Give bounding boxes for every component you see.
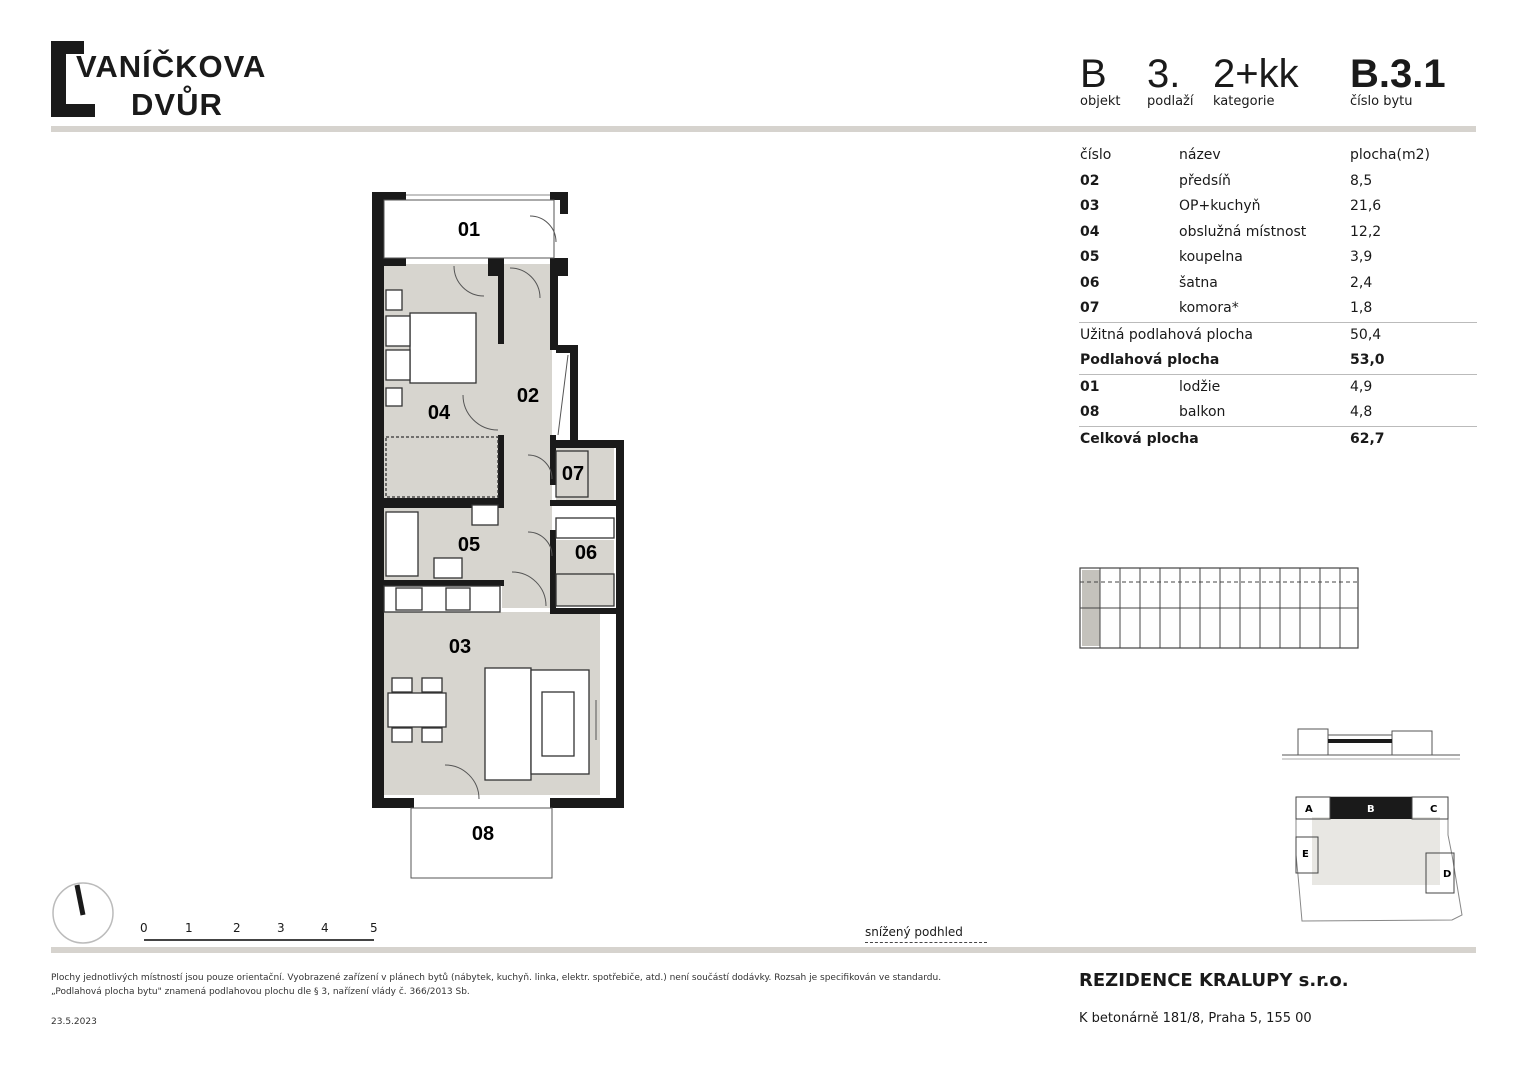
footer-note-2: „Podlahová plocha bytu" znamená podlahovou plochu dle § 3, nařízení vlády č. 366/2013 Sb. bbox=[51, 987, 470, 997]
total-area-row bbox=[1079, 426, 1477, 453]
row-name: lodžie bbox=[1179, 378, 1221, 395]
floor-plan bbox=[360, 185, 640, 885]
row-area: 2,4 bbox=[1350, 274, 1373, 291]
header-category-value: 2+kk bbox=[1213, 52, 1299, 96]
scale-label: 2 bbox=[233, 921, 241, 935]
room-label-06: 06 bbox=[574, 542, 598, 564]
footer-date: 23.5.2023 bbox=[51, 1017, 97, 1027]
room-label-03: 03 bbox=[448, 636, 472, 658]
logo-frame-bottom bbox=[51, 104, 95, 117]
site-label-e: E bbox=[1302, 849, 1309, 860]
room-label-04: 04 bbox=[427, 402, 451, 424]
row-number: 08 bbox=[1080, 404, 1100, 420]
table-header bbox=[1079, 143, 1477, 169]
row-area: 21,6 bbox=[1350, 198, 1382, 214]
usable-area: 50,4 bbox=[1350, 326, 1382, 343]
floor-label: Podlahová plocha bbox=[1080, 352, 1220, 368]
row-name: předsíň bbox=[1179, 172, 1231, 189]
table-row bbox=[1079, 271, 1477, 297]
total-area: 62,7 bbox=[1350, 430, 1385, 447]
table-row bbox=[1079, 296, 1477, 322]
header-floor bbox=[1147, 54, 1193, 109]
scale-label: 5 bbox=[370, 921, 378, 935]
row-area: 4,8 bbox=[1350, 404, 1373, 420]
area-table bbox=[1079, 143, 1477, 452]
usable-label: Užitná podlahová plocha bbox=[1080, 326, 1253, 343]
table-row bbox=[1079, 220, 1477, 246]
col-name: název bbox=[1179, 147, 1221, 163]
table-row bbox=[1079, 169, 1477, 195]
room-label-08: 08 bbox=[471, 823, 495, 845]
company-address: K betonárně 181/8, Praha 5, 155 00 bbox=[1079, 1011, 1312, 1026]
row-number: 05 bbox=[1080, 249, 1100, 265]
row-number: 04 bbox=[1080, 223, 1100, 240]
building-floor-overview bbox=[1078, 562, 1362, 662]
company-name: REZIDENCE KRALUPY s.r.o. bbox=[1079, 970, 1349, 991]
header-floor-label: podlaží bbox=[1147, 94, 1194, 109]
legend-lowered-ceiling: snížený podhled bbox=[865, 925, 963, 939]
header-category-label: kategorie bbox=[1213, 94, 1275, 109]
row-number: 03 bbox=[1080, 198, 1100, 214]
site-label-d: D bbox=[1443, 869, 1452, 880]
header-unit-value: B.3.1 bbox=[1350, 52, 1446, 96]
site-plan bbox=[1282, 795, 1472, 925]
header-floor-value: 3. bbox=[1147, 52, 1181, 96]
row-number: 02 bbox=[1080, 172, 1100, 189]
room-label-05: 05 bbox=[457, 534, 481, 556]
logo bbox=[51, 41, 311, 121]
col-area: plocha(m2) bbox=[1350, 147, 1430, 163]
row-name: OP+kuchyň bbox=[1179, 198, 1261, 214]
header-category bbox=[1213, 54, 1299, 109]
compass-icon bbox=[50, 880, 116, 946]
scale-label: 0 bbox=[140, 921, 148, 935]
table-row bbox=[1079, 400, 1477, 426]
header-unit-label: číslo bytu bbox=[1350, 94, 1413, 109]
logo-line2: DVŮR bbox=[131, 87, 223, 122]
row-name: šatna bbox=[1179, 274, 1218, 291]
building-section bbox=[1282, 725, 1462, 761]
table-row bbox=[1079, 194, 1477, 220]
row-area: 12,2 bbox=[1350, 223, 1382, 240]
room-label-01: 01 bbox=[457, 219, 481, 241]
bottom-divider bbox=[51, 947, 1476, 953]
header-object bbox=[1080, 54, 1120, 109]
scale-bar bbox=[140, 921, 380, 945]
floor-area: 53,0 bbox=[1350, 352, 1385, 368]
row-area: 1,8 bbox=[1350, 300, 1373, 316]
row-name: koupelna bbox=[1179, 249, 1243, 265]
top-divider bbox=[51, 126, 1476, 132]
site-label-c: C bbox=[1430, 804, 1438, 815]
row-name: balkon bbox=[1179, 404, 1226, 420]
scale-label: 4 bbox=[321, 921, 329, 935]
row-name: komora* bbox=[1179, 300, 1239, 316]
table-row bbox=[1079, 374, 1477, 401]
total-label: Celková plocha bbox=[1080, 430, 1199, 447]
row-number: 06 bbox=[1080, 274, 1100, 291]
footer-note-1: Plochy jednotlivých místností jsou pouze orientační. Vyobrazené zařízení v plánech bytů (nábytek, kuchyň. linka, elektr. spotřebiče, atd.) není součástí dodávky. Rozsah je specifikován ve standardu. bbox=[51, 973, 942, 983]
col-number: číslo bbox=[1080, 147, 1112, 163]
legend-line bbox=[865, 942, 987, 943]
row-number: 07 bbox=[1080, 300, 1100, 316]
row-area: 4,9 bbox=[1350, 378, 1373, 395]
row-area: 8,5 bbox=[1350, 172, 1373, 189]
scale-label: 3 bbox=[277, 921, 285, 935]
room-label-02: 02 bbox=[516, 385, 540, 407]
scale-label: 1 bbox=[185, 921, 193, 935]
row-area: 3,9 bbox=[1350, 249, 1373, 265]
usable-area-row bbox=[1079, 322, 1477, 349]
site-label-a: A bbox=[1305, 804, 1313, 815]
site-label-b: B bbox=[1367, 804, 1375, 815]
row-number: 01 bbox=[1080, 378, 1100, 395]
header-unit bbox=[1350, 54, 1446, 109]
header-object-value: B bbox=[1080, 52, 1107, 96]
row-name: obslužná místnost bbox=[1179, 223, 1307, 240]
room-label-07: 07 bbox=[561, 463, 585, 485]
table-row bbox=[1079, 245, 1477, 271]
logo-line1: VANÍČKOVA bbox=[76, 49, 267, 84]
floor-area-row bbox=[1079, 348, 1477, 374]
header-object-label: objekt bbox=[1080, 94, 1121, 109]
scale-line bbox=[144, 939, 374, 941]
